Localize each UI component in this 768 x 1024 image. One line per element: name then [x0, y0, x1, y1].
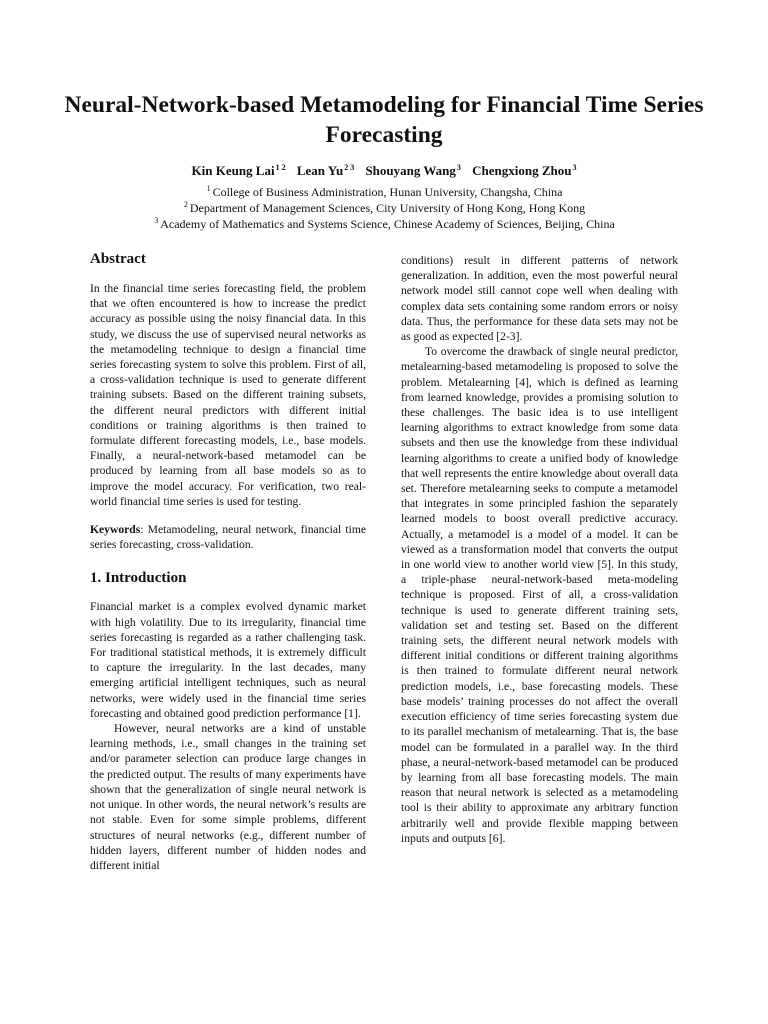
introduction-paragraph: Financial market is a complex evolved dynamic market with high volatility. Due to its irregularity, financial time series forecasting is regarded as a rather challenging task. For traditional statistical methods, it is extremely difficult to capture the irregularity. In the last decades, many emerging artificial intelligent techniques, such as neural networks, were widely used in the financial time series forecasting and obtained good prediction performance [1].	[90, 600, 366, 720]
paper-title: Neural-Network-based Metamodeling for Financial Time Series Forecasting	[64, 92, 704, 148]
introduction-paragraph: To overcome the drawback of single neural predictor, metalearning-based metamodeling is proposed to solve the problem. Metalearning [4], which is defined as learning from learned knowledge, provides a promising solution to these challenges. The basic idea is to use intelligent learning algorithms to extract knowledge from some data subsets and then use the knowledge from these individual learning algorithms to create a unified body of knowledge that well represents the entire knowledge about overall data set. Therefore metalearning seeks to compute a metamodel that integrates in some principled fashion the separately learned models to boost overall predictive accuracy. Actually, a metamodel is a model of a model. It can be viewed as a transformation model that converts the output in one world view to another world view [5]. In this study, a triple-phase neural-network-based meta-modeling technique is proposed. First of all, a cross-validation technique is used to generate different training sets, validation set and testing set. Based on the different training sets, the different neural network models with different initial conditions or different training algorithms is then trained to formulate different neural network prediction models, i.e., base forecasting models. These base models’ training processes do not affect the overall execution efficiency of time series forecasting system due to its parallel mechanism of metalearning. That is, the base model can be formulated in a parallel way. In the third phase, a neural-network-based metamodel can be produced by learning from all base forecasting models. The main reason that neural network is selected as a metamodeling tool is their ability to approximate any arbitrary function arbitrarily well and provide flexible mapping between inputs and outputs [6].	[401, 345, 678, 845]
abstract-heading: Abstract	[90, 251, 146, 267]
introduction-paragraph: However, neural networks are a kind of unstable learning methods, i.e., small changes in the training set and/or parameter selection can produce large changes in the predicted output. The results of many experiments have shown that the generalization of single neural network is not unique. In other words, the neural network’s results are not stable. Even for some simple problems, different structures of neural networks (e.g., different number of hidden layers, different number of hidden nodes and different initial	[90, 722, 366, 872]
affiliation: $^3$ Academy of Mathematics and Systems Science, Chinese Academy of Sciences, Beijing, China	[154, 216, 615, 231]
author: Lean $Yu^{2 3}$	[296, 163, 355, 178]
affiliation: $^1$ College of Business Administration, Hunan University, Changsha, China	[206, 184, 563, 199]
right-column	[401, 253, 678, 846]
keywords-label: Keywords	[90, 523, 141, 537]
introduction-heading: 1. Introduction	[90, 570, 187, 587]
left-column	[90, 250, 366, 873]
author-list	[60, 162, 708, 180]
affiliation: $^2$ Department of Management Sciences, City University of Hong Kong, Hong Kong	[183, 200, 586, 215]
author: Shouyang Wang$^3$	[365, 163, 461, 178]
author: Kin Keung Lai$^{1 2}$	[191, 163, 286, 178]
author: Chengxiong Zhou$^3$	[472, 163, 577, 178]
keywords	[90, 522, 366, 552]
keywords-text: : Metamodeling, neural network, financial time series forecasting, cross-validation.	[90, 523, 366, 552]
affiliation-list	[60, 184, 708, 232]
abstract-text: In the financial time series forecasting field, the problem that we often encountered is how to increase the predict accuracy as possible using the noisy financial data. In this study, we discuss the use of supervised neural networks as the metamodeling technique to design a financial time series forecasting system to solve this problem. First of all, a cross-validation technique is used to generate different training subsets. Based on the different training subsets, the different neural predictors with different initial conditions or training algorithms is then trained to formulate different forecasting models, i.e., base models. Finally, a neural-network-based metamodel can be produced by learning from all base models so as to improve the model accuracy. For verification, two real-world financial time series is used for testing.	[90, 282, 366, 508]
introduction-paragraph: conditions) result in different patterns of network generalization. In addition, even the most powerful neural network model still cannot cope well when dealing with complex data sets containing some random errors or noisy data. Thus, the performance for these data sets may not be as good as expected [2-3].	[401, 254, 678, 344]
